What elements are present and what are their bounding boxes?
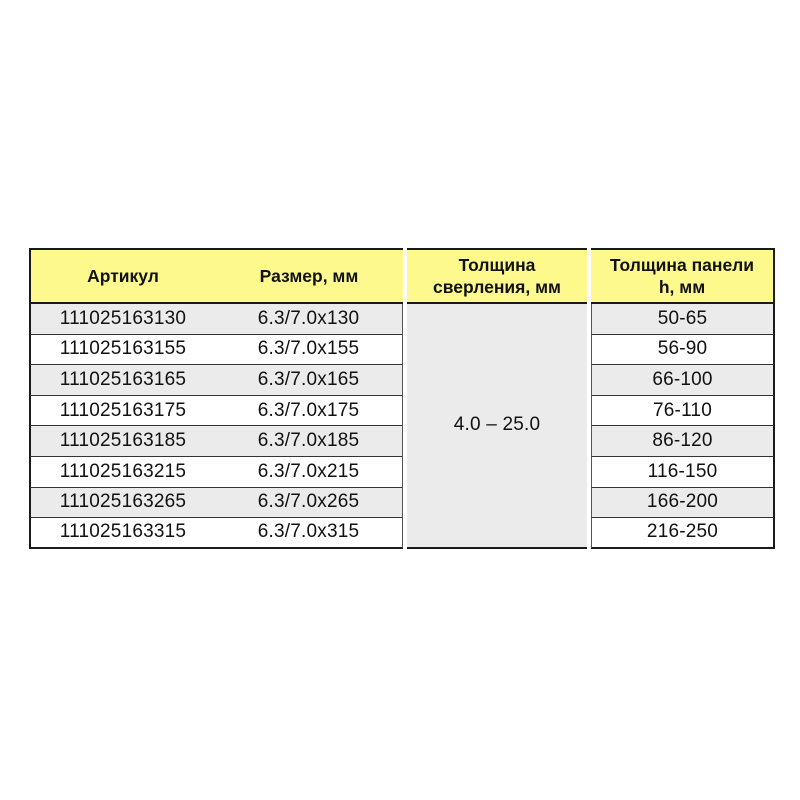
cell-panel-thickness: 50-65 xyxy=(591,304,775,335)
header-article: Артикул xyxy=(29,248,215,304)
cell-panel-thickness: 216-250 xyxy=(591,518,775,549)
spec-table xyxy=(29,248,775,549)
cell-article: 111025163155 xyxy=(29,335,215,366)
cell-article: 111025163315 xyxy=(29,518,215,549)
header-drill-thickness-line1: Толщина xyxy=(458,255,536,275)
cell-size: 6.3/7.0x265 xyxy=(215,488,403,519)
cell-size: 6.3/7.0x130 xyxy=(215,304,403,335)
cell-article: 111025163265 xyxy=(29,488,215,519)
cell-panel-thickness: 116-150 xyxy=(591,457,775,488)
table-row xyxy=(29,335,775,366)
cell-separator xyxy=(403,396,407,427)
cell-separator xyxy=(403,426,407,457)
cell-separator xyxy=(403,518,407,549)
table-row xyxy=(29,457,775,488)
cell-article: 111025163175 xyxy=(29,396,215,427)
cell-article: 111025163130 xyxy=(29,304,215,335)
cell-separator xyxy=(403,488,407,519)
table-row xyxy=(29,365,775,396)
cell-size: 6.3/7.0x175 xyxy=(215,396,403,427)
header-drill-thickness-line2: сверления, мм xyxy=(432,277,562,297)
cell-separator xyxy=(403,457,407,488)
cell-article: 111025163165 xyxy=(29,365,215,396)
cell-article: 111025163215 xyxy=(29,457,215,488)
cell-panel-thickness: 56-90 xyxy=(591,335,775,366)
table-body xyxy=(29,304,775,549)
table-row xyxy=(29,518,775,549)
cell-drill-thickness: 4.0 – 25.0 xyxy=(407,304,587,549)
header-panel-thickness-line2: h, мм xyxy=(658,277,706,297)
cell-size: 6.3/7.0x215 xyxy=(215,457,403,488)
cell-panel-thickness: 66-100 xyxy=(591,365,775,396)
header-panel-thickness xyxy=(591,248,775,304)
header-row xyxy=(29,248,775,304)
cell-size: 6.3/7.0x315 xyxy=(215,518,403,549)
cell-article: 111025163185 xyxy=(29,426,215,457)
table-row xyxy=(29,396,775,427)
table-row xyxy=(29,488,775,519)
table-row xyxy=(29,426,775,457)
cell-size: 6.3/7.0x155 xyxy=(215,335,403,366)
table-row xyxy=(29,304,775,335)
cell-panel-thickness: 76-110 xyxy=(591,396,775,427)
header-panel-thickness-line1: Толщина панели xyxy=(609,255,755,275)
cell-panel-thickness: 166-200 xyxy=(591,488,775,519)
cell-separator xyxy=(403,365,407,396)
cell-size: 6.3/7.0x165 xyxy=(215,365,403,396)
header-size: Размер, мм xyxy=(215,248,403,304)
cell-panel-thickness: 86-120 xyxy=(591,426,775,457)
cell-size: 6.3/7.0x185 xyxy=(215,426,403,457)
header-drill-thickness xyxy=(407,248,587,304)
cell-separator xyxy=(403,335,407,366)
